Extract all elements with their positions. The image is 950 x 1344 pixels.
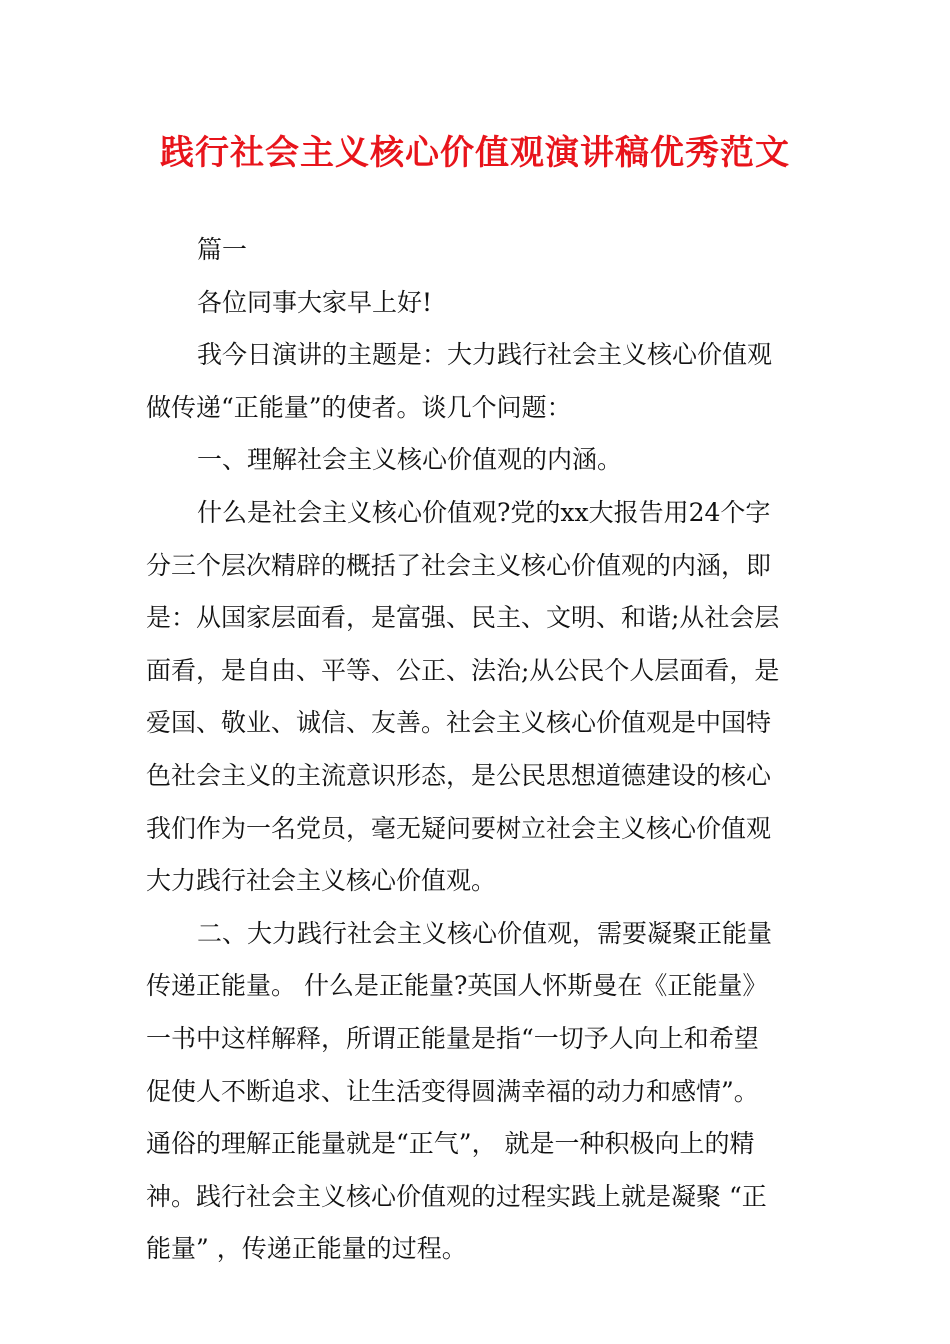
body-line: 篇一 bbox=[197, 235, 248, 264]
body-line: 我今日演讲的主题是：大力践行社会主义核心价值观 bbox=[197, 340, 773, 370]
body-line: 什么是社会主义核心价值观?党的xx大报告用24个字 bbox=[197, 497, 771, 527]
body-line: 通俗的理解正能量就是“正气”， 就是一种积极向上的精 bbox=[146, 1129, 755, 1159]
body-line: 促使人不断追求、让生活变得圆满幸福的动力和感情”。 bbox=[146, 1076, 759, 1106]
body-line: 一书中这样解释，所谓正能量是指“一切予人向上和希望 bbox=[146, 1023, 759, 1053]
body-line: 神。践行社会主义核心价值观的过程实践上就是凝聚 “正 bbox=[146, 1181, 767, 1211]
body-line: 传递正能量。 什么是正能量?英国人怀斯曼在《正能量》 bbox=[146, 971, 768, 1001]
body-line: 二、大力践行社会主义核心价值观，需要凝聚正能量 bbox=[197, 918, 773, 948]
body-line: 我们作为一名党员，毫无疑问要树立社会主义核心价值观 bbox=[146, 813, 772, 843]
body-line: 色社会主义的主流意识形态，是公民思想道德建设的核心 bbox=[146, 760, 772, 790]
body-line: 分三个层次精辟的概括了社会主义核心价值观的内涵，即 bbox=[146, 550, 772, 580]
body-line: 面看，是自由、平等、公正、法治;从公民个人层面看，是 bbox=[146, 655, 780, 685]
document-title: 践行社会主义核心价值观演讲稿优秀范文 bbox=[160, 133, 790, 173]
body-line: 爱国、敬业、诚信、友善。社会主义核心价值观是中国特 bbox=[146, 708, 772, 738]
body-line: 各位同事大家早上好! bbox=[197, 287, 433, 317]
body-line: 大力践行社会主义核心价值观。 bbox=[146, 866, 497, 896]
document-body bbox=[146, 224, 806, 1276]
body-line: 一、理解社会主义核心价值观的内涵。 bbox=[197, 445, 623, 475]
body-line: 是：从国家层面看，是富强、民主、文明、和谐;从社会层 bbox=[146, 603, 780, 633]
body-line: 能量” ，传递正能量的过程。 bbox=[146, 1234, 467, 1264]
body-line: 做传递“正能量”的使者。谈几个问题： bbox=[146, 392, 572, 422]
